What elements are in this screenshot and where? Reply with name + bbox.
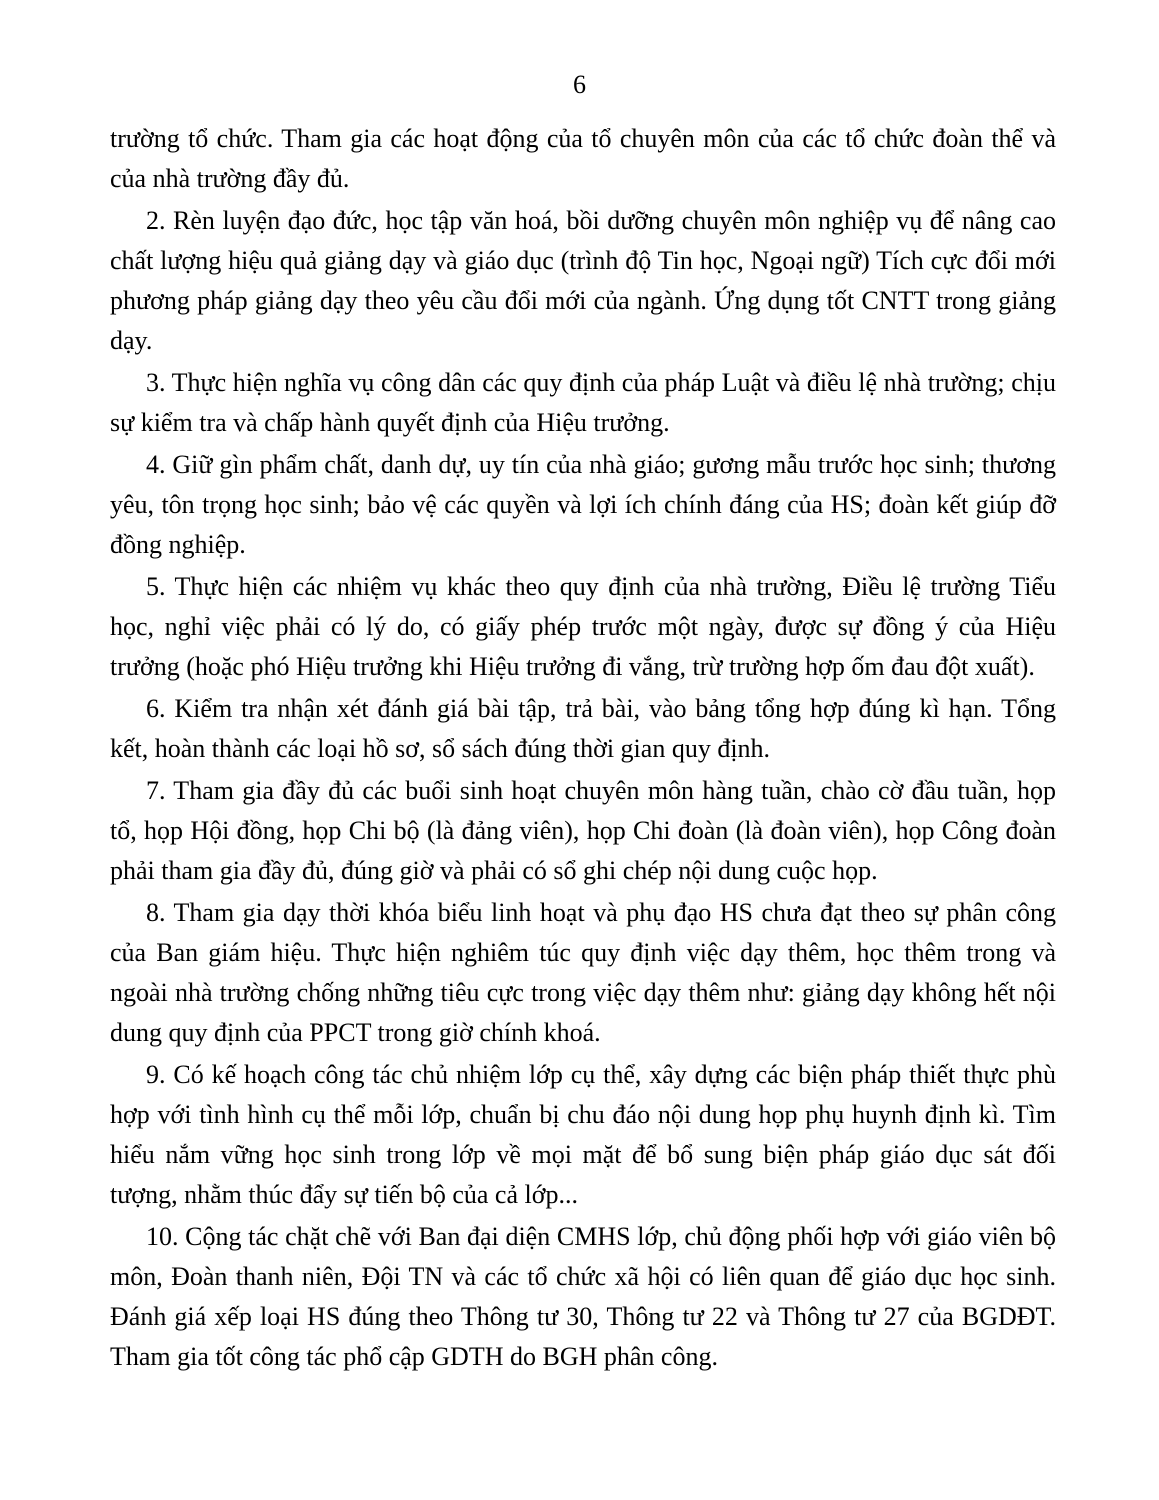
paragraph-item-10: 10. Cộng tác chặt chẽ với Ban đại diện CMHS lớp, chủ động phối hợp với giáo viên bộ môn, Đoàn thanh niên, Đội TN và các tổ chức xã hội có liên quan để giáo dục học sinh. Đánh giá xếp loại HS đúng theo Thông tư 30, Thông tư 22 và Thông tư 27 của BGDĐT. Tham gia tốt công tác phổ cập GDTH do BGH phân công. bbox=[110, 1222, 1056, 1371]
paragraph-item-3: 3. Thực hiện nghĩa vụ công dân các quy định của pháp Luật và điều lệ nhà trường; chịu sự kiểm tra và chấp hành quyết định của Hiệu trưởng. bbox=[110, 368, 1056, 437]
paragraph-item-6: 6. Kiểm tra nhận xét đánh giá bài tập, trả bài, vào bảng tổng hợp đúng kì hạn. Tổng kết, hoàn thành các loại hồ sơ, sổ sách đúng thời gian quy định. bbox=[110, 694, 1056, 763]
page-number: 6 bbox=[573, 70, 586, 99]
paragraph-item-5: 5. Thực hiện các nhiệm vụ khác theo quy định của nhà trường, Điều lệ trường Tiểu học, nghỉ việc phải có lý do, có giấy phép trước một ngày, được sự đồng ý của Hiệu trưởng (hoặc phó Hiệu trưởng khi Hiệu trưởng đi vắng, trừ trường hợp ốm đau đột xuất). bbox=[110, 572, 1056, 681]
paragraph-continued: trường tổ chức. Tham gia các hoạt động của tổ chuyên môn của các tổ chức đoàn thể và của nhà trường đầy đủ. bbox=[110, 124, 1056, 193]
paragraph-item-2: 2. Rèn luyện đạo đức, học tập văn hoá, bồi dưỡng chuyên môn nghiệp vụ để nâng cao chất lượng hiệu quả giảng dạy và giáo dục (trình độ Tin học, Ngoại ngữ) Tích cực đổi mới phương pháp giảng dạy theo yêu cầu đổi mới của ngành. Ứng dụng tốt CNTT trong giảng dạy. bbox=[110, 206, 1056, 355]
document-body bbox=[110, 119, 1056, 1379]
paragraph-item-4: 4. Giữ gìn phẩm chất, danh dự, uy tín của nhà giáo; gương mẫu trước học sinh; thương yêu, tôn trọng học sinh; bảo vệ các quyền và lợi ích chính đáng của HS; đoàn kết giúp đỡ đồng nghiệp. bbox=[110, 450, 1056, 559]
paragraph-item-9: 9. Có kế hoạch công tác chủ nhiệm lớp cụ thể, xây dựng các biện pháp thiết thực phù hợp với tình hình cụ thể mỗi lớp, chuẩn bị chu đáo nội dung họp phụ huynh định kì. Tìm hiểu nắm vững học sinh trong lớp về mọi mặt để bổ sung biện pháp giáo dục sát đối tượng, nhằm thúc đẩy sự tiến bộ của cả lớp... bbox=[110, 1060, 1056, 1209]
paragraph-item-7: 7. Tham gia đầy đủ các buổi sinh hoạt chuyên môn hàng tuần, chào cờ đầu tuần, họp tổ, họp Hội đồng, họp Chi bộ (là đảng viên), họp Chi đoàn (là đoàn viên), họp Công đoàn phải tham gia đầy đủ, đúng giờ và phải có sổ ghi chép nội dung cuộc họp. bbox=[110, 776, 1056, 885]
paragraph-item-8: 8. Tham gia dạy thời khóa biểu linh hoạt và phụ đạo HS chưa đạt theo sự phân công của Ban giám hiệu. Thực hiện nghiêm túc quy định việc dạy thêm, học thêm trong và ngoài nhà trường chống những tiêu cực trong việc dạy thêm như: giảng dạy không hết nội dung quy định của PPCT trong giờ chính khoá. bbox=[110, 898, 1056, 1047]
